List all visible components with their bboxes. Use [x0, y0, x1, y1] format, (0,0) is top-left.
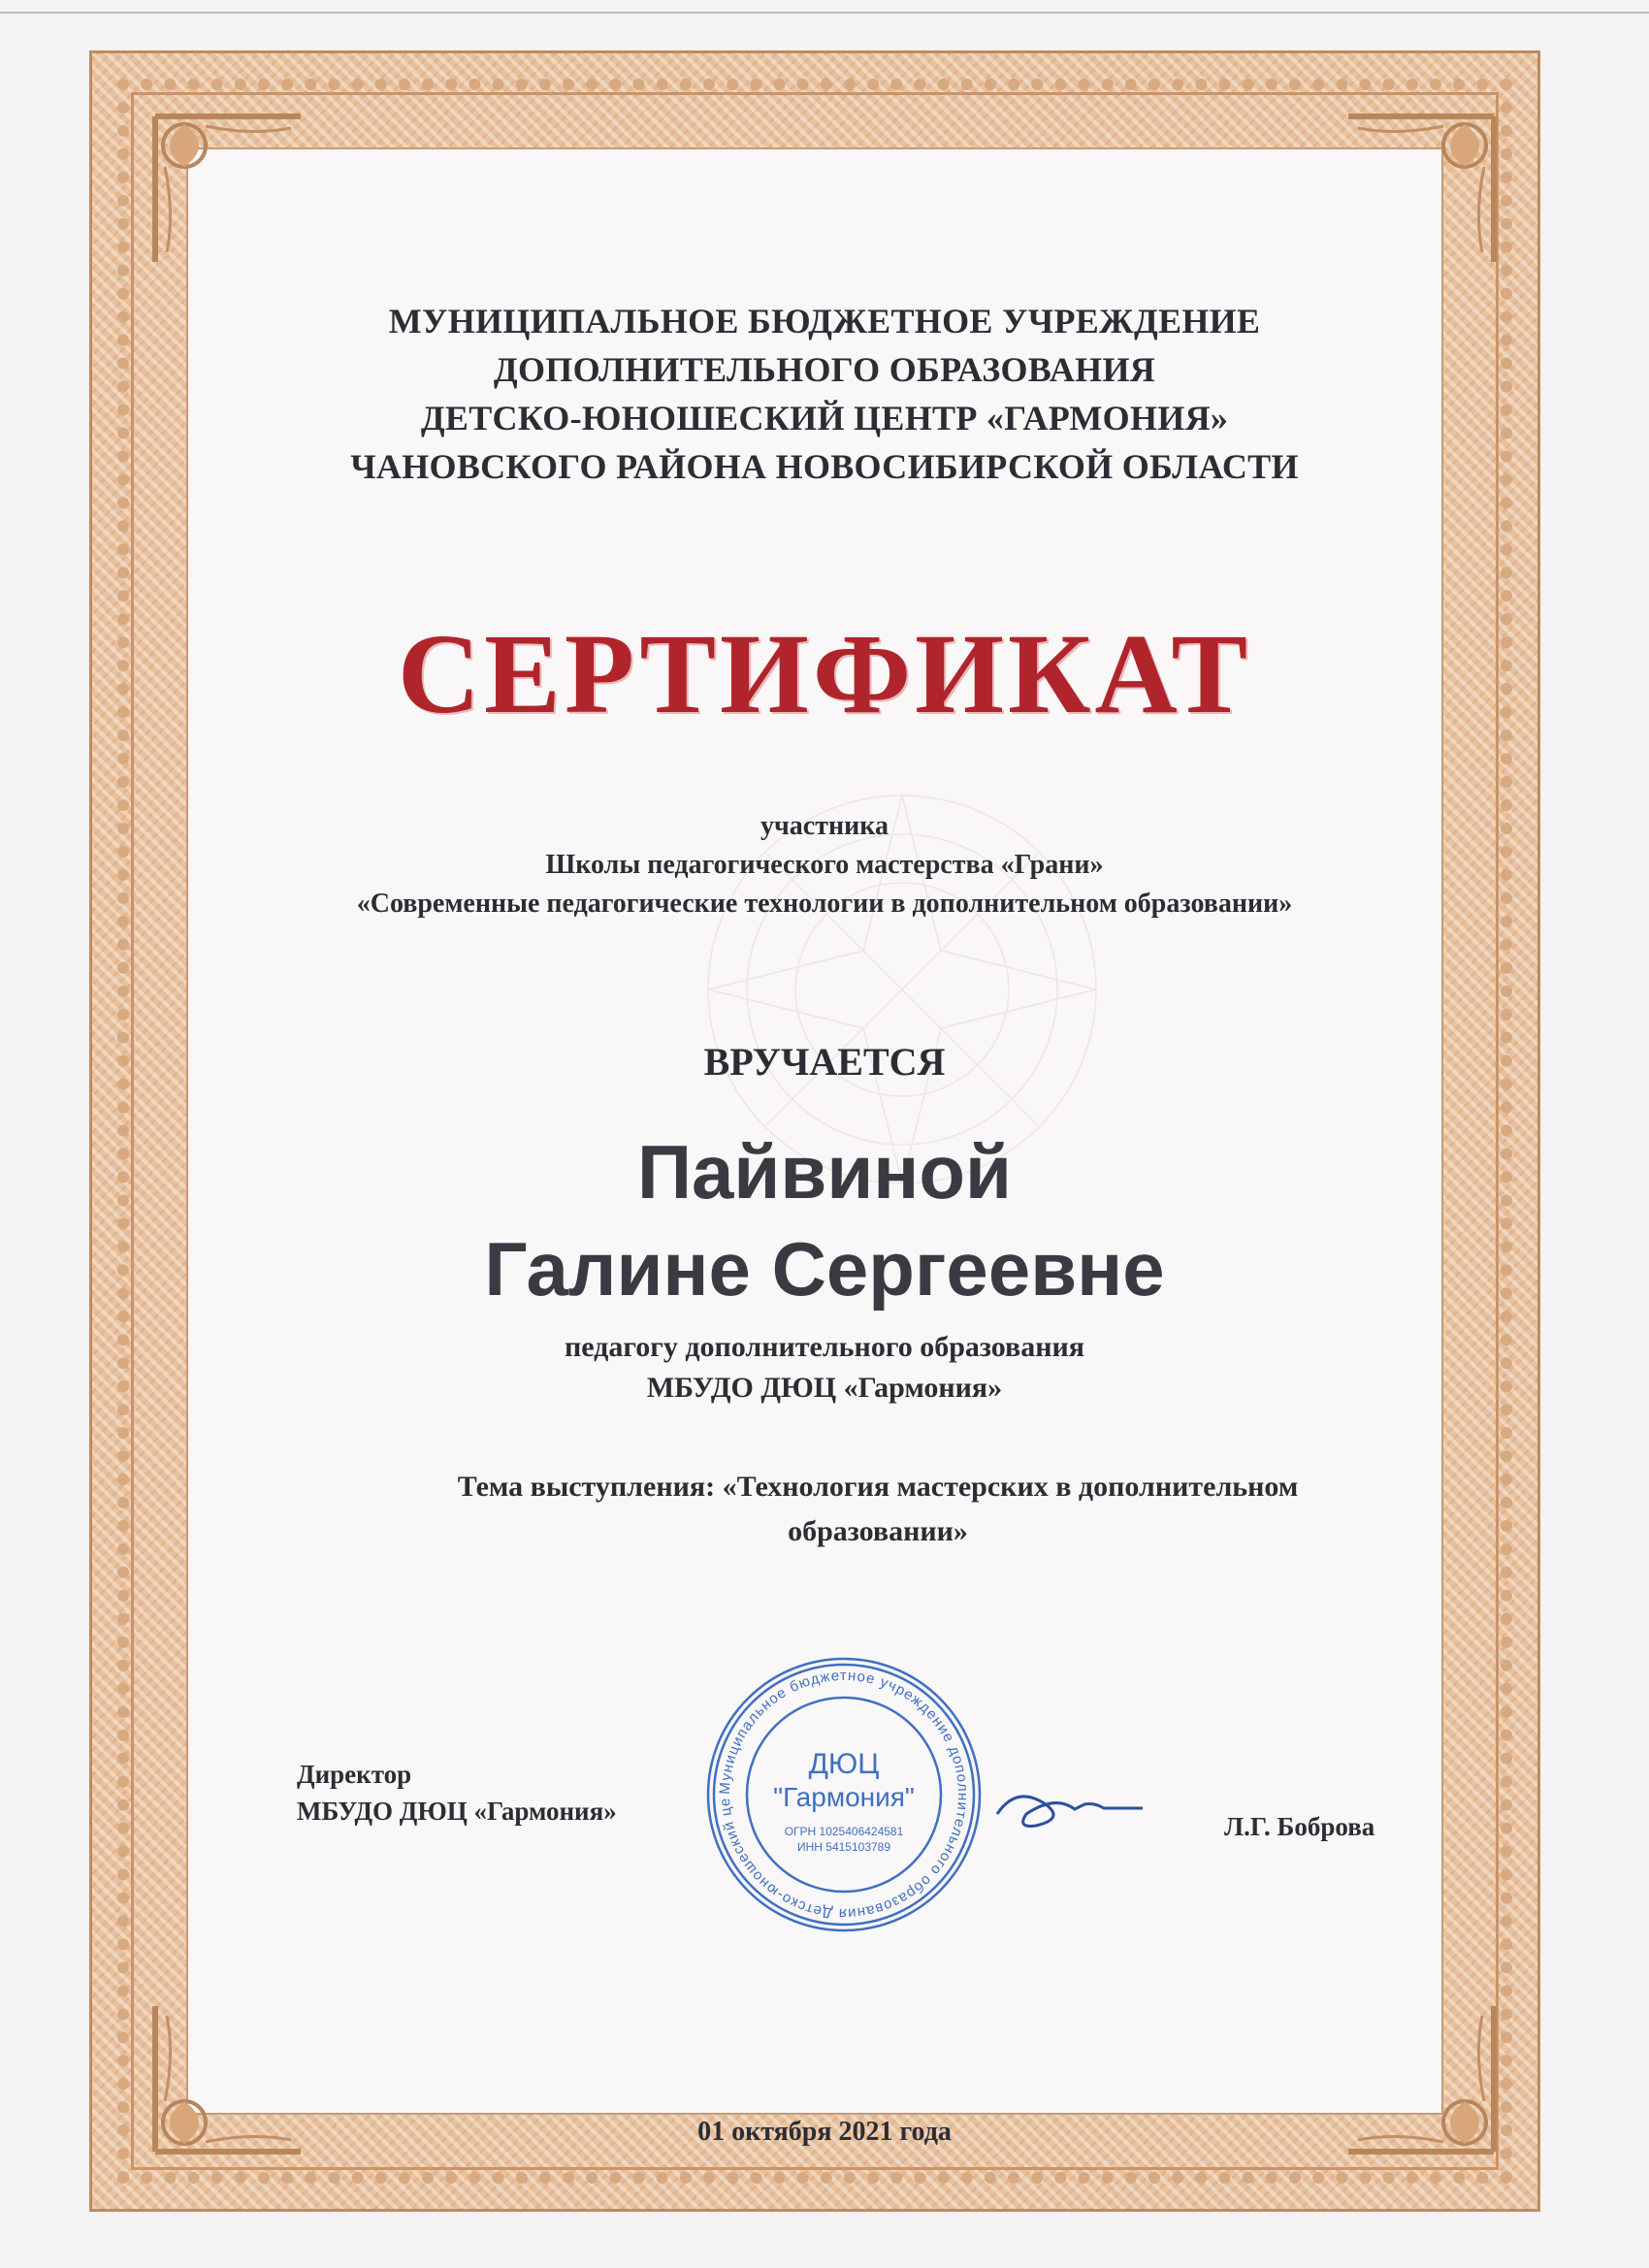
- signatory-block: [297, 1756, 617, 1830]
- signatory-name: Л.Г. Боброва: [1224, 1812, 1375, 1841]
- scan-edge-line: [0, 12, 1649, 14]
- organization-line-4: ЧАНОВСКОГО РАЙОНА НОВОСИБИРСКОЙ ОБЛАСТИ: [350, 447, 1299, 486]
- certificate-subtitle: [0, 807, 1649, 923]
- signatory-organization: МБУДО ДЮЦ «Гармония»: [297, 1797, 617, 1826]
- recipient-given-names: Галине Сергеевне: [484, 1226, 1165, 1312]
- signatory-position: Директор: [297, 1760, 412, 1789]
- certificate-title: СЕРТИФИКАТ: [397, 610, 1252, 737]
- awarded-heading: ВРУЧАЕТСЯ: [703, 1040, 946, 1084]
- official-stamp: [698, 1649, 989, 1940]
- role-line-1: педагогу дополнительного образования: [564, 1331, 1085, 1363]
- organization-line-2: ДОПОЛНИТЕЛЬНОГО ОБРАЗОВАНИЯ: [493, 350, 1156, 389]
- stamp-ogrn: ОГРН 1025406424581: [784, 1825, 904, 1838]
- organization-line-3: ДЕТСКО-ЮНОШЕСКИЙ ЦЕНТР «ГАРМОНИЯ»: [420, 399, 1229, 437]
- subtitle-line-1: участника: [760, 811, 889, 841]
- subtitle-line-2: Школы педагогического мастерства «Грани»: [545, 850, 1104, 880]
- stamp-ring-text: Муниципальное бюджетное учреждение дополнительного образования Детско-юношеский це: [716, 1667, 972, 1923]
- stamp-center-line-1: ДЮЦ: [808, 1748, 880, 1780]
- stamp-center-line-2: "Гармония": [773, 1782, 915, 1812]
- recipient-surname: Пайвиной: [636, 1129, 1012, 1215]
- organization-header: [0, 297, 1649, 491]
- subtitle-line-3: «Современные педагогические технологии в дополнительном образовании»: [356, 889, 1293, 919]
- issue-date: 01 октября 2021 года: [697, 2117, 952, 2147]
- theme-line-1: Тема выступления: «Технология мастерских в дополнительном: [457, 1471, 1299, 1503]
- corner-ornament-top-left: [146, 107, 310, 272]
- stamp-inn: ИНН 5415103789: [796, 1840, 891, 1854]
- organization-line-1: МУНИЦИПАЛЬНОЕ БЮДЖЕТНОЕ УЧРЕЖДЕНИЕ: [388, 302, 1261, 340]
- recipient-name: [0, 1123, 1649, 1317]
- corner-ornament-top-right: [1339, 107, 1504, 272]
- role-line-2: МБУДО ДЮЦ «Гармония»: [646, 1372, 1003, 1404]
- theme-line-2: образовании»: [788, 1515, 968, 1547]
- presentation-theme: [330, 1465, 1426, 1554]
- recipient-role: [0, 1327, 1649, 1409]
- handwritten-signature: [987, 1775, 1152, 1843]
